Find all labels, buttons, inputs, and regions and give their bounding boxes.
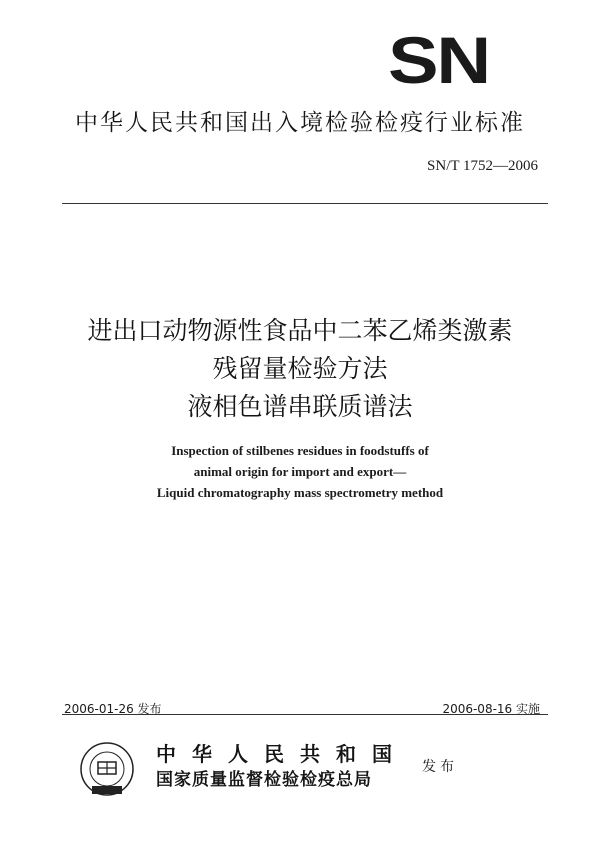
implementation-date: 2006-08-16 实施: [442, 702, 540, 716]
issue-date: 2006-01-26 发布: [64, 702, 162, 716]
english-title: [0, 440, 600, 503]
chinese-title-line-1: 进出口动物源性食品中二苯乙烯类激素: [87, 316, 513, 345]
publisher-seal-icon: [78, 740, 136, 798]
issuer-line-1: 中华人民共和国: [156, 742, 408, 766]
english-title-line-3: Liquid chromatography mass spectrometry method: [156, 485, 444, 500]
english-title-line-2: animal origin for import and export—: [193, 464, 407, 479]
top-divider: [62, 203, 548, 204]
publish-label: 发布: [422, 759, 458, 775]
issuer-line-2: 国家质量监督检验检疫总局: [156, 770, 372, 790]
english-title-line-1: Inspection of stilbenes residues in foodstuffs of: [171, 443, 429, 458]
issuing-authority: [156, 742, 408, 792]
standard-number: SN/T 1752—2006: [427, 158, 538, 174]
bottom-divider: [62, 714, 548, 715]
chinese-title-line-2: 残留量检验方法: [212, 354, 388, 383]
chinese-title: [0, 312, 600, 426]
chinese-title-line-3: 液相色谱串联质谱法: [187, 392, 413, 421]
sn-logo: SN: [388, 23, 489, 97]
organization-title: 中华人民共和国出入境检验检疫行业标准: [75, 110, 525, 136]
